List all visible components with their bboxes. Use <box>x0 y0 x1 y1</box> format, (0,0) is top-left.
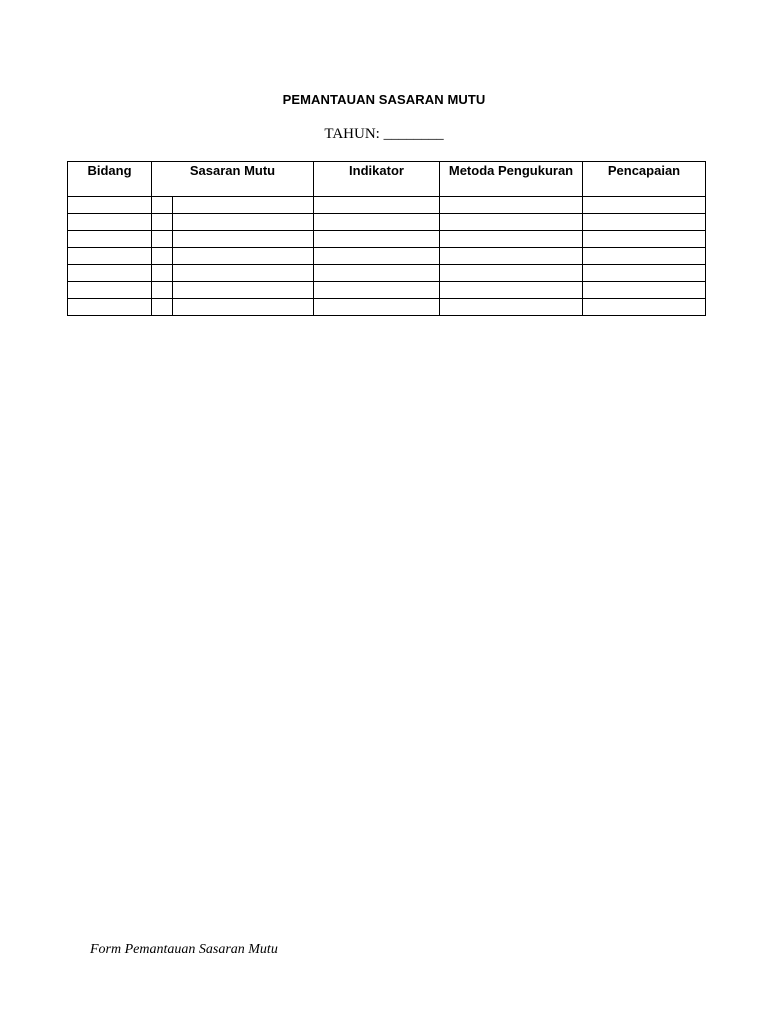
header-pencapaian: Pencapaian <box>583 162 706 197</box>
cell-pencapaian <box>583 299 706 316</box>
cell-bidang <box>68 214 152 231</box>
header-metoda-pengukuran: Metoda Pengukuran <box>440 162 583 197</box>
cell-bidang <box>68 299 152 316</box>
cell-indikator <box>314 282 440 299</box>
cell-sasaran-number <box>152 197 173 214</box>
table-row <box>68 299 706 316</box>
header-indikator: Indikator <box>314 162 440 197</box>
cell-sasaran-number <box>152 265 173 282</box>
cell-metoda-pengukuran <box>440 265 583 282</box>
cell-metoda-pengukuran <box>440 231 583 248</box>
cell-pencapaian <box>583 197 706 214</box>
cell-sasaran-number <box>152 299 173 316</box>
cell-metoda-pengukuran <box>440 214 583 231</box>
cell-indikator <box>314 214 440 231</box>
table-row <box>68 214 706 231</box>
cell-pencapaian <box>583 282 706 299</box>
cell-sasaran-number <box>152 282 173 299</box>
cell-pencapaian <box>583 231 706 248</box>
cell-sasaran-mutu <box>173 282 314 299</box>
cell-indikator <box>314 265 440 282</box>
cell-sasaran-mutu <box>173 299 314 316</box>
table-row <box>68 197 706 214</box>
year-line: TAHUN: ________ <box>324 126 444 142</box>
cell-indikator <box>314 248 440 265</box>
cell-sasaran-mutu <box>173 231 314 248</box>
cell-sasaran-mutu <box>173 265 314 282</box>
table-row <box>68 265 706 282</box>
cell-bidang <box>68 248 152 265</box>
cell-sasaran-mutu <box>173 214 314 231</box>
cell-indikator <box>314 197 440 214</box>
cell-sasaran-number <box>152 248 173 265</box>
cell-metoda-pengukuran <box>440 299 583 316</box>
cell-bidang <box>68 265 152 282</box>
cell-bidang <box>68 282 152 299</box>
monitoring-table <box>67 161 706 316</box>
cell-metoda-pengukuran <box>440 197 583 214</box>
cell-sasaran-number <box>152 231 173 248</box>
table-row <box>68 282 706 299</box>
cell-sasaran-mutu <box>173 197 314 214</box>
cell-indikator <box>314 231 440 248</box>
table-row <box>68 231 706 248</box>
table-row <box>68 248 706 265</box>
form-footer: Form Pemantauan Sasaran Mutu <box>90 942 278 957</box>
form-title: PEMANTAUAN SASARAN MUTU <box>282 92 486 107</box>
cell-sasaran-mutu <box>173 248 314 265</box>
cell-metoda-pengukuran <box>440 248 583 265</box>
cell-sasaran-number <box>152 214 173 231</box>
cell-pencapaian <box>583 248 706 265</box>
cell-metoda-pengukuran <box>440 282 583 299</box>
cell-pencapaian <box>583 265 706 282</box>
table-header-row <box>68 162 706 197</box>
header-bidang: Bidang <box>68 162 152 197</box>
cell-bidang <box>68 197 152 214</box>
table-body <box>68 197 706 316</box>
cell-indikator <box>314 299 440 316</box>
header-sasaran-mutu: Sasaran Mutu <box>152 162 314 197</box>
cell-bidang <box>68 231 152 248</box>
cell-pencapaian <box>583 214 706 231</box>
